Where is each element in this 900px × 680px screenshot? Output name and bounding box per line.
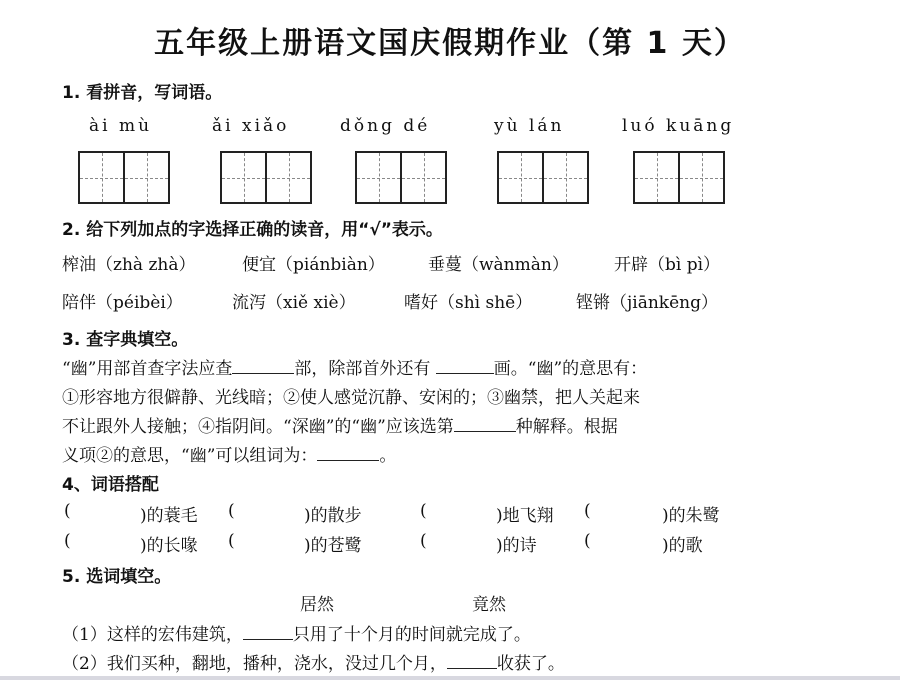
q5-heading: 5. 选词填空。	[62, 567, 172, 587]
pronunciation-item[interactable]: 嗜好（shì shē）	[404, 293, 533, 313]
match-open[interactable]: (	[420, 501, 427, 521]
q3-heading: 3. 查字典填空。	[62, 330, 189, 350]
word-option: 竟然	[472, 595, 506, 615]
match-open[interactable]: (	[64, 531, 71, 551]
match-word: )地飞翔	[496, 506, 554, 526]
match-open[interactable]: (	[228, 501, 235, 521]
match-word: )的诗	[496, 536, 537, 556]
answer-blank[interactable]	[436, 372, 494, 374]
answer-blank[interactable]	[447, 667, 497, 669]
pinyin-4: yù lán	[494, 116, 565, 136]
pinyin-2: ǎi xiǎo	[212, 116, 290, 136]
q3-line-3: 不让跟外人接触；④指阴间。“深幽”的“幽”应该选第 种解释。根据	[62, 417, 618, 437]
q1-heading: 1. 看拼音，写词语。	[62, 83, 223, 103]
pronunciation-item[interactable]: 铿锵（jiānkēng）	[576, 293, 718, 313]
answer-blank[interactable]	[454, 430, 516, 432]
match-open[interactable]: (	[420, 531, 427, 551]
writing-grid[interactable]	[78, 151, 170, 204]
match-word: )的朱鹭	[662, 506, 720, 526]
pinyin-5: luó kuāng	[622, 116, 735, 136]
q3-line-2: ①形容地方很僻静、光线暗；②使人感觉沉静、安闲的；③幽禁，把人关起来	[62, 388, 640, 408]
writing-grid[interactable]	[220, 151, 312, 204]
word-option: 居然	[300, 595, 334, 615]
match-word: )的散步	[304, 506, 362, 526]
answer-blank[interactable]	[243, 638, 293, 640]
writing-grid[interactable]	[355, 151, 447, 204]
pronunciation-item[interactable]: 开辟（bì pì）	[614, 255, 721, 275]
pronunciation-item[interactable]: 便宜（piánbiàn）	[242, 255, 385, 275]
match-word: )的歌	[662, 536, 703, 556]
page-title: 五年级上册语文国庆假期作业（第 1 天）	[154, 26, 746, 61]
pronunciation-item[interactable]: 陪伴（péibèi）	[62, 293, 183, 313]
match-open[interactable]: (	[584, 531, 591, 551]
answer-blank[interactable]	[317, 459, 379, 461]
match-word: )的长喙	[140, 536, 198, 556]
pronunciation-item[interactable]: 榨油（zhà zhà）	[62, 255, 196, 275]
match-open[interactable]: (	[64, 501, 71, 521]
answer-blank[interactable]	[232, 372, 294, 374]
q3-line-1: “幽”用部首查字法应查 部，除部首外还有 画。“幽”的意思有：	[62, 359, 648, 379]
q3-line-4: 义项②的意思，“幽”可以组词为： 。	[62, 446, 397, 466]
q2-heading: 2. 给下列加点的字选择正确的读音，用“√”表示。	[62, 220, 443, 240]
q5-sentence-2: （2）我们买种，翻地，播种，浇水，没过几个月， 收获了。	[62, 654, 565, 674]
q4-heading: 4、词语搭配	[62, 475, 159, 495]
writing-grid[interactable]	[497, 151, 589, 204]
match-word: )的蓑毛	[140, 506, 198, 526]
scroll-strip	[0, 676, 900, 680]
pronunciation-item[interactable]: 垂蔓（wànmàn）	[428, 255, 569, 275]
pinyin-3: dǒng dé	[340, 116, 431, 136]
match-open[interactable]: (	[228, 531, 235, 551]
pinyin-1: ài mù	[89, 116, 153, 136]
writing-grid[interactable]	[633, 151, 725, 204]
match-word: )的苍鹭	[304, 536, 362, 556]
match-open[interactable]: (	[584, 501, 591, 521]
q5-sentence-1: （1）这样的宏伟建筑， 只用了十个月的时间就完成了。	[62, 625, 531, 645]
pronunciation-item[interactable]: 流泻（xiě xiè）	[232, 293, 356, 313]
